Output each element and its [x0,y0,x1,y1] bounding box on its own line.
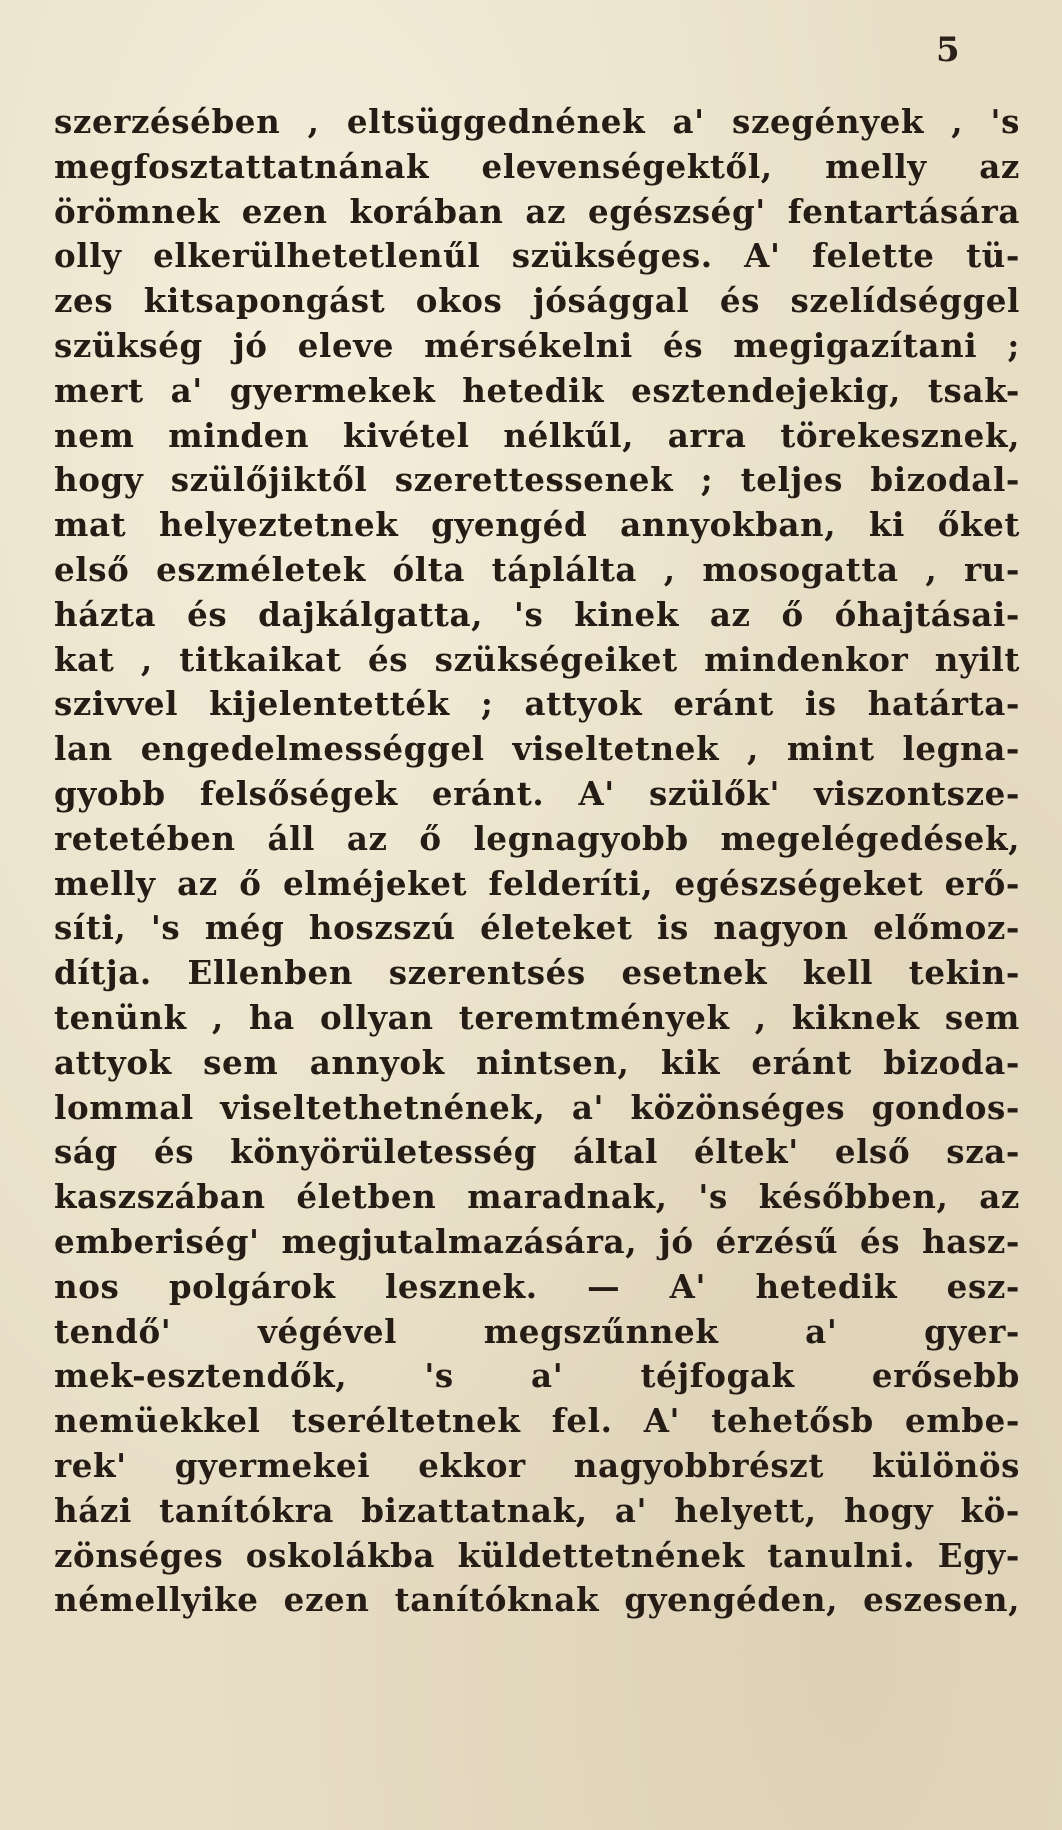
text-line: dítja. Ellenben szerentsés esetnek kell tekin- [54,953,1020,993]
text-line: első eszméletek ólta táplálta , mosogatta , ru- [54,549,1020,589]
text-line: gyobb felsőségek eránt. A' szülők' viszontsze- [54,773,1020,813]
text-line: nem minden kivétel nélkűl, arra törekesznek, [54,415,1020,455]
text-line: ság és könyörületesség által éltek' első sza- [54,1132,1020,1172]
page-number: 5 [936,30,960,70]
text-line: hogy szülőjiktől szerettessenek ; teljes bizodal- [54,460,1020,500]
text-line: rek' gyermekei ekkor nagyobbrészt különös [54,1445,1020,1485]
text-line: örömnek ezen korában az egészség' fentartására [54,191,1020,231]
text-line: némellyike ezen tanítóknak gyengéden, eszesen, [54,1580,1020,1620]
text-line: tenünk , ha ollyan teremtmények , kiknek sem [54,997,1020,1037]
text-line: szerzésében , eltsüggednének a' szegények , 's [54,102,1020,141]
text-line: olly elkerülhetetlenűl szükséges. A' felette tü- [54,236,1020,276]
text-line: kaszszában életben maradnak, 's későbben, az [54,1177,1020,1217]
text-line: retetében áll az ő legnagyobb megelégedések, [54,818,1020,858]
body-text [54,100,1020,1623]
text-line: szivvel kijelentették ; attyok eránt is határta- [54,684,1020,724]
text-line: házi tanítókra bizattatnak, a' helyett, hogy kö- [54,1490,1020,1530]
text-line: nemüekkel tseréltetnek fel. A' tehetősb embe- [54,1401,1020,1441]
text-line: mek-esztendők, 's a' téjfogak erősebb [54,1356,1020,1396]
text-line: zönséges oskolákba küldettetnének tanulni. Egy- [54,1535,1020,1575]
text-line: melly az ő elméjeket felderíti, egészségeket erő- [54,863,1020,903]
text-line: emberiség' megjutalmazására, jó érzésű és hasz- [54,1221,1020,1261]
text-line: mat helyeztetnek gyengéd annyokban, ki őket [54,505,1020,545]
text-line: kat , titkaikat és szükségeiket mindenkor nyilt [54,639,1020,679]
text-line: megfosztattatnának elevenségektől, melly az [54,146,1020,186]
text-line: attyok sem annyok nintsen, kik eránt bizoda- [54,1042,1020,1082]
text-line: szükség jó eleve mérsékelni és megigazítani ; [54,325,1020,365]
text-line: síti, 's még hoszszú életeket is nagyon előmoz- [54,908,1020,948]
text-line: tendő' végével megszűnnek a' gyer- [54,1311,1020,1351]
text-line: mert a' gyermekek hetedik esztendejekig, tsak- [54,370,1020,410]
text-line: lommal viseltethetnének, a' közönséges gondos- [54,1087,1020,1127]
text-line: nos polgárok lesznek. — A' hetedik esz- [54,1266,1020,1306]
text-line: zes kitsapongást okos jósággal és szelídséggel [54,281,1020,321]
text-line: házta és dajkálgatta, 's kinek az ő óhajtásai- [54,594,1020,634]
text-line: lan engedelmességgel viseltetnek , mint legna- [54,729,1020,769]
